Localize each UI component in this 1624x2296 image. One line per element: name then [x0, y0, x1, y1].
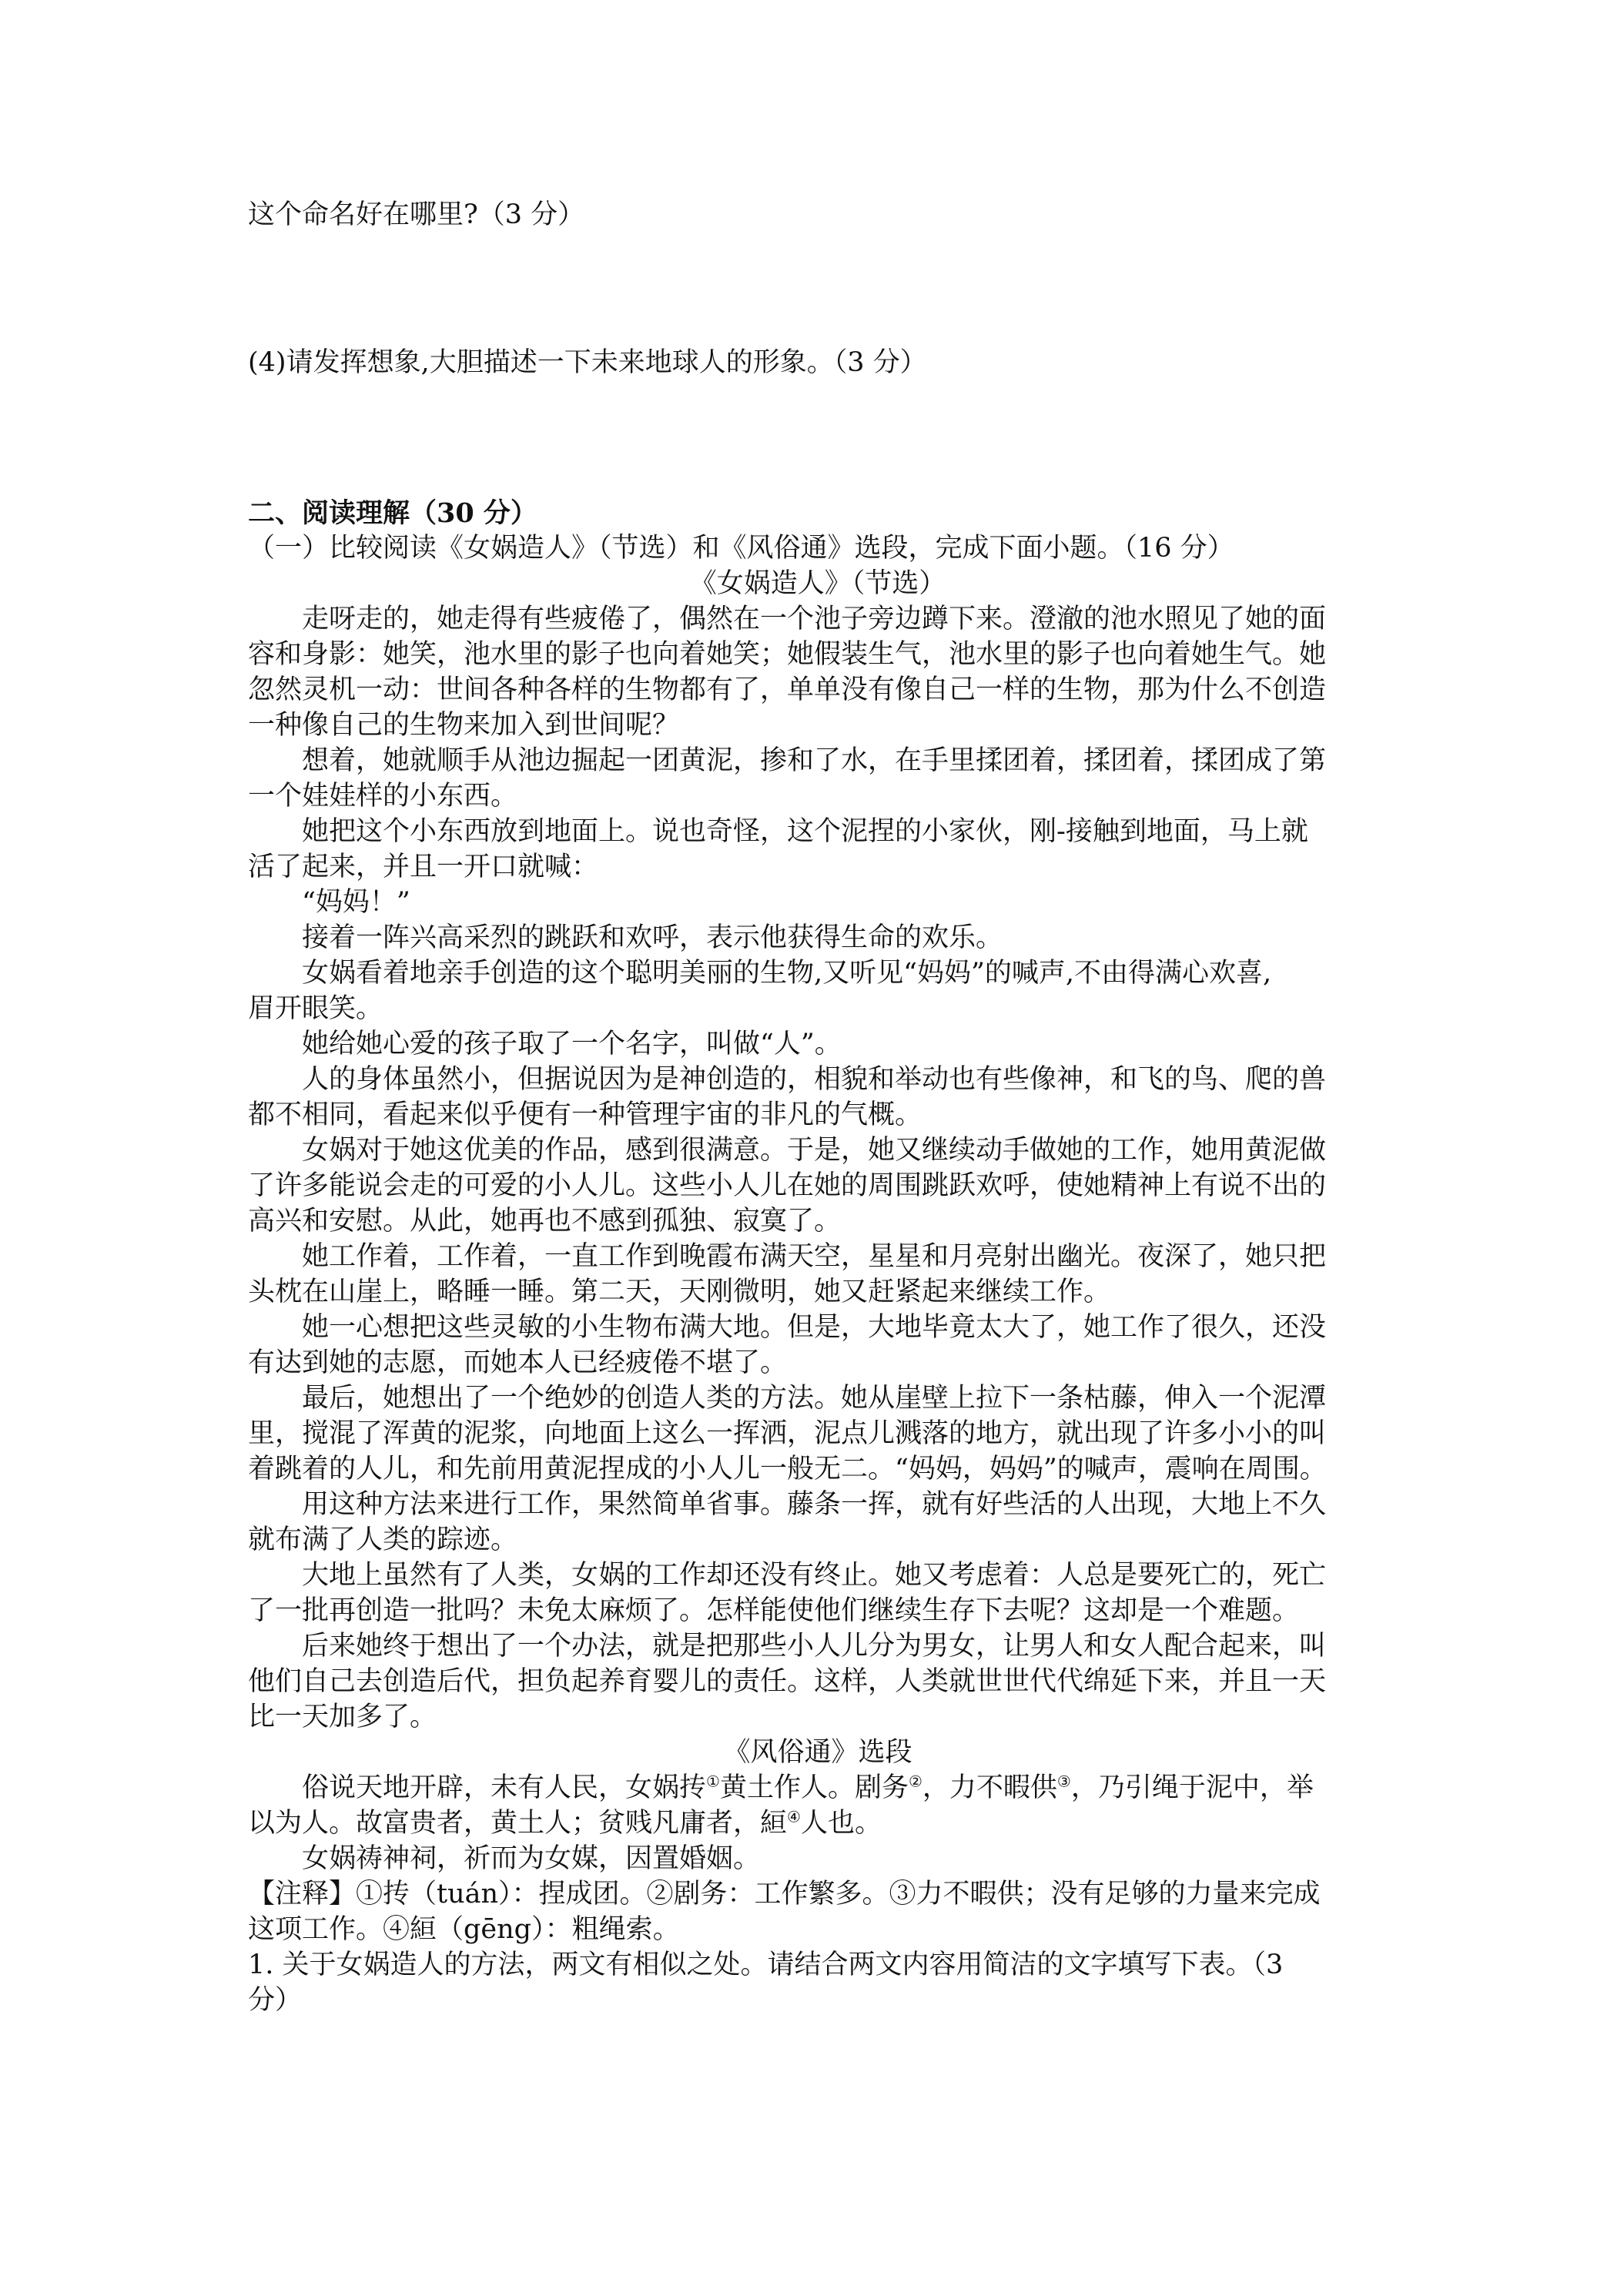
- text1-line: 有达到她的志愿，而她本人已经疲倦不堪了。: [248, 1347, 788, 1378]
- text2-line: 以为人。故富贵者，黄土人；贫贱凡庸者，絙④人也。: [248, 1807, 882, 1839]
- text1-line: 她工作着，工作着，一直工作到晚霞布满天空，星星和月亮射出幽光。夜深了，她只把: [302, 1241, 1327, 1272]
- footnote-mark: ④: [787, 1807, 801, 1826]
- question-3-tail: 这个命名好在哪里?（3 分）: [248, 199, 585, 230]
- text1-line: 都不相同，看起来似乎便有一种管理宇宙的非凡的气概。: [248, 1099, 922, 1130]
- text1-line: 着跳着的人儿，和先前用黄泥捏成的小人儿一般无二。“妈妈，妈妈”的喊声，震响在周围。: [248, 1454, 1327, 1484]
- text1-line: 一个娃娃样的小东西。: [248, 781, 518, 812]
- text1-line: 女娲看着地亲手创造的这个聪明美丽的生物,又听见“妈妈”的喊声,不由得满心欢喜,: [302, 958, 1272, 989]
- footnote-mark: ③: [1056, 1772, 1071, 1791]
- text1-line: 眉开眼笑。: [248, 993, 383, 1024]
- question-4: (4)请发挥想象,大胆描述一下未来地球人的形象。（3 分）: [248, 347, 927, 378]
- text1-line: 大地上虽然有了人类，女娲的工作却还没有终止。她又考虑着：人总是要死亡的，死亡: [302, 1560, 1327, 1591]
- text1-title: 《女娲造人》（节选）: [689, 568, 946, 599]
- text1-line: 他们自己去创造后代，担负起养育婴儿的责任。这样，人类就世世代代绵延下来，并且一天: [248, 1666, 1327, 1697]
- text1-line: 了许多能说会走的可爱的小人儿。这些小人儿在她的周围跳跃欢呼，使她精神上有说不出的: [248, 1170, 1327, 1201]
- text1-line: 后来她终于想出了一个办法，就是把那些小人儿分为男女，让男人和女人配合起来，叫: [302, 1631, 1327, 1662]
- text1-line: 头枕在山崖上，略睡一睡。第二天，天刚微明，她又赶紧起来继续工作。: [248, 1277, 1111, 1307]
- text1-line: 最后，她想出了一个绝妙的创造人类的方法。她从崖壁上拉下一条枯藤，伸入一个泥潭: [302, 1383, 1327, 1414]
- text1-line: 容和身影：她笑，池水里的影子也向着她笑；她假装生气，池水里的影子也向着她生气。她: [248, 639, 1327, 670]
- text2-line: 俗说天地开辟，未有人民，女娲抟①黄土作人。剧务②，力不暇供③，乃引绳于泥中，举: [302, 1772, 1314, 1803]
- text1-line: 她一心想把这些灵敏的小生物布满大地。但是，大地毕竟太大了，她工作了很久，还没: [302, 1312, 1327, 1343]
- text1-line: 女娲对于她这优美的作品，感到很满意。于是，她又继续动手做她的工作，她用黄泥做: [302, 1135, 1327, 1166]
- text1-line: 想着，她就顺手从池边掘起一团黄泥，掺和了水，在手里揉团着，揉团着，揉团成了第: [302, 745, 1327, 776]
- footnote-mark: ②: [908, 1772, 922, 1791]
- text1-line: 里，搅混了浑黄的泥浆，向地面上这么一挥洒，泥点儿溅落的地方，就出现了许多小小的叫: [248, 1418, 1327, 1449]
- text1-line: 比一天加多了。: [248, 1702, 437, 1732]
- text1-line: 她给她心爱的孩子取了一个名字，叫做“人”。: [302, 1029, 842, 1059]
- text1-line: 走呀走的，她走得有些疲倦了，偶然在一个池子旁边蹲下来。澄澈的池水照见了她的面: [302, 604, 1327, 634]
- notes-line: 这项工作。④絙（gēng）：粗绳索。: [248, 1914, 680, 1945]
- text1-line: 一种像自己的生物来加入到世间呢？: [248, 710, 680, 741]
- notes-line: 【注释】①抟（tuán）：捏成团。②剧务：工作繁多。③力不暇供；没有足够的力量来完成: [248, 1879, 1321, 1909]
- footnote-mark: ①: [706, 1772, 720, 1791]
- text1-line: 就布满了人类的踪迹。: [248, 1525, 518, 1555]
- text2-title: 《风俗通》选段: [723, 1737, 912, 1768]
- text1-line: 忽然灵机一动：世间各种各样的生物都有了，单单没有像自己一样的生物，那为什么不创造: [248, 674, 1327, 705]
- text2-line: 女娲祷神祠，祈而为女媒，因置婚姻。: [302, 1843, 761, 1874]
- text1-line: 高兴和安慰。从此，她再也不感到孤独、寂寞了。: [248, 1206, 842, 1237]
- text1-line: 接着一阵兴高采烈的跳跃和欢呼，表示他获得生命的欢乐。: [302, 922, 1003, 953]
- section-title: 二、阅读理解（30 分）: [248, 497, 537, 529]
- text1-line: 了一批再创造一批吗？未免太麻烦了。怎样能使他们继续生存下去呢？这却是一个难题。: [248, 1595, 1300, 1626]
- text1-line: 用这种方法来进行工作，果然简单省事。藤条一挥，就有好些活的人出现，大地上不久: [302, 1489, 1327, 1520]
- text1-line: 她把这个小东西放到地面上。说也奇怪，这个泥捏的小家伙，刚-接触到地面，马上就: [302, 816, 1308, 847]
- text1-line: 活了起来，并且一开口就喊：: [248, 852, 599, 882]
- question-1-cont: 分）: [248, 1985, 303, 2016]
- text1-line: “妈妈！”: [302, 887, 410, 918]
- text1-line: 人的身体虽然小，但据说因为是神创造的，相貌和举动也有些像神，和飞的鸟、爬的兽: [302, 1064, 1327, 1095]
- question-1: 1. 关于女娲造人的方法，两文有相似之处。请结合两文内容用简洁的文字填写下表。（3: [248, 1950, 1284, 1980]
- part1-intro: （一）比较阅读《女娲造人》（节选）和《风俗通》选段，完成下面小题。（16 分）: [248, 533, 1234, 564]
